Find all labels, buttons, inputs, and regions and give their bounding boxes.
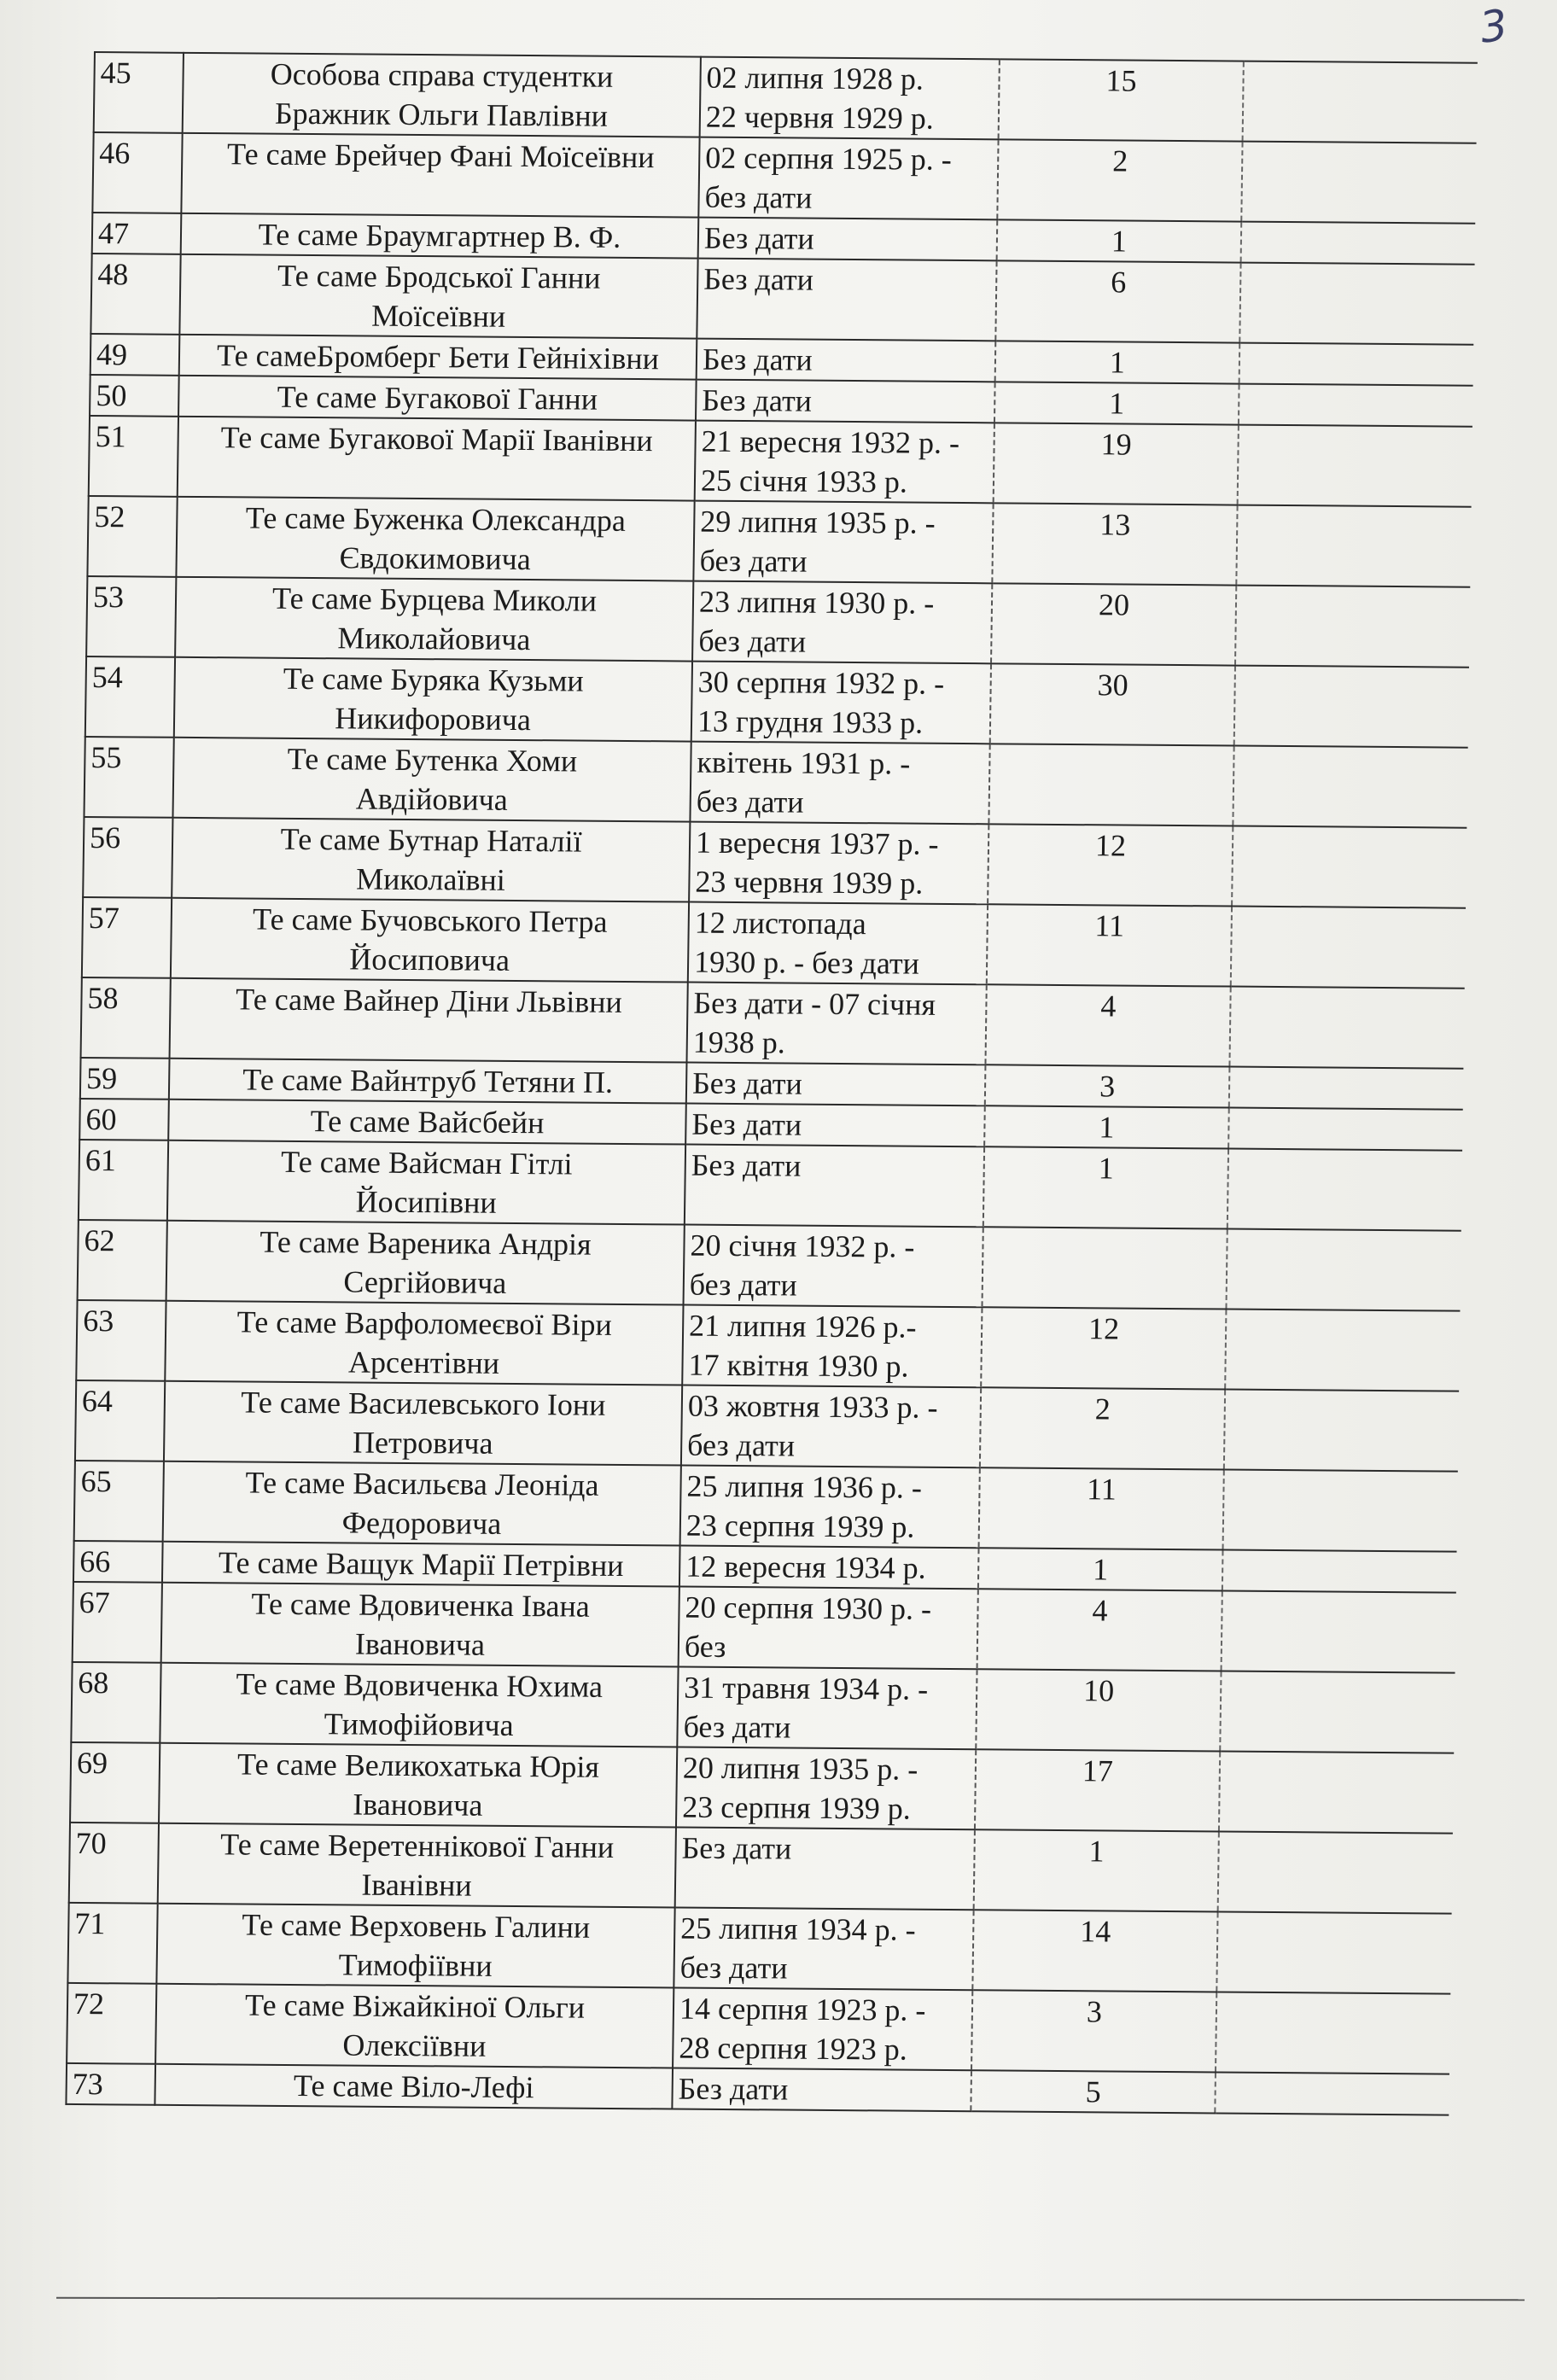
file-dates-line: 21 липня 1926 р.- [688,1308,917,1345]
file-dates-line: Без дати [681,1830,792,1866]
file-dates [684,1225,983,1308]
notes-cell [1235,586,1470,668]
file-dates-line: 1930 р. - без дати [693,944,920,981]
file-dates-line: без [684,1629,726,1664]
row-number: 65 [74,1461,164,1542]
sheet-count: 5 [971,2070,1216,2113]
notes-cell [1238,425,1472,507]
file-dates [685,1104,985,1147]
file-title-line: Те саме Бутнар Наталії [280,821,582,859]
file-dates-line: Без дати [678,2071,789,2107]
file-dates-line: 20 серпня 1930 р. - [685,1590,932,1626]
file-dates [697,339,996,382]
file-title-line: Миколаївні [355,861,506,897]
file-dates [672,2068,971,2112]
file-title [179,335,697,380]
file-dates [693,501,993,584]
row-number: 46 [92,132,182,213]
file-title [156,1904,674,1988]
file-title-line: Те саме Віжайкіної Ольги [244,1987,586,2025]
file-title-line: Моїсеївни [370,298,506,334]
file-dates-line: 17 квітня 1930 р. [688,1347,909,1384]
file-dates-line: 29 липня 1935 р. - [700,504,936,540]
sheet-count: 1 [974,1829,1219,1911]
table-row [89,416,1472,507]
table-row [79,1140,1462,1231]
notes-cell [1222,1591,1456,1673]
sheet-count: 1 [997,219,1242,262]
file-dates-line: 12 вересня 1934 р. [685,1549,926,1585]
notes-cell [1226,1229,1461,1311]
sheet-count [988,744,1233,825]
file-title [178,417,696,501]
row-number: 67 [73,1582,162,1663]
sheet-count: 30 [990,663,1235,745]
table-row [85,656,1469,748]
file-dates [682,1305,982,1388]
file-dates-line: 23 серпня 1939 р. [682,1789,912,1826]
file-title-line: Те саме Буженка Олександра [245,500,627,538]
sheet-count: 14 [972,1910,1217,1992]
file-dates-line: без дати [689,1267,797,1303]
file-dates-line: Без дати [702,341,813,377]
file-title [168,1100,686,1145]
file-dates [698,218,998,261]
sheet-count: 12 [988,824,1233,906]
file-title-line: Авдійовича [355,781,509,817]
file-title [181,213,699,259]
file-title-line: Те саме Верховень Галини [242,1907,591,1945]
file-title [159,1743,677,1828]
row-number: 53 [86,576,176,657]
table-row [94,52,1478,143]
file-dates-line: 20 липня 1935 р. - [682,1750,918,1787]
file-dates-line: 12 листопада [694,905,867,942]
sheet-count: 1 [983,1146,1228,1228]
sheet-count: 10 [976,1669,1221,1751]
sheet-count: 3 [971,1990,1216,2072]
file-dates [686,983,986,1065]
notes-cell [1239,384,1473,427]
file-title-line: Йосиповича [348,942,510,977]
table-row [69,1823,1453,1914]
table-row [70,1742,1454,1834]
row-number: 71 [67,1903,157,1984]
row-number: 58 [81,977,171,1059]
file-title-line: Іванівни [361,1867,472,1903]
row-number: 72 [67,1983,156,2064]
file-title [181,133,699,218]
sheet-count [982,1227,1227,1309]
sheet-count: 3 [985,1065,1230,1107]
row-number: 51 [89,416,178,497]
file-title-line: Никифоровича [334,701,532,738]
file-title-line: Те саме Браумгартнер В. Ф. [258,217,621,254]
file-dates [691,662,991,744]
file-dates-line: без дати [696,784,804,820]
table-row [92,132,1476,224]
file-dates-line: 22 червня 1929 р. [705,99,935,136]
file-dates-line: 14 серпня 1923 р. - [679,1991,926,2027]
file-dates-line: 23 липня 1930 р. - [698,584,935,621]
file-title-line: Івановича [352,1787,483,1823]
file-title-line: Федоровича [341,1505,502,1541]
table-row [71,1662,1455,1753]
sheet-count: 1 [994,382,1239,424]
table-row [74,1461,1458,1552]
file-dates-line: Без дати [702,382,813,418]
file-dates [686,1063,986,1106]
file-dates [674,1908,973,1991]
file-dates [697,259,996,341]
file-title-line: Івановича [354,1626,486,1662]
file-title [172,738,691,822]
file-dates [700,57,1000,140]
file-dates-line: без дати [686,1427,796,1463]
sheet-count: 19 [994,423,1239,505]
file-dates-line: без дати [699,543,808,579]
file-dates-line: квітень 1931 р. - [697,744,911,781]
file-dates-line: Без дати [691,1147,802,1183]
file-dates [680,1466,980,1549]
notes-cell [1241,222,1476,265]
file-dates-line: Без дати [703,261,814,297]
sheet-count: 2 [997,139,1242,221]
sheet-count: 12 [981,1307,1226,1389]
file-title [179,254,697,339]
file-title-line: Те саме Василевського Іони [241,1385,606,1422]
row-number: 73 [66,2063,155,2105]
row-number: 57 [82,897,172,978]
file-dates-line: 25 липня 1934 р. - [680,1910,916,1947]
notes-cell [1225,1310,1460,1391]
file-title [155,1984,674,2068]
file-title-line: Те самеБромберг Бети Гейніхівни [216,338,660,376]
file-title [172,818,690,902]
notes-cell [1241,142,1476,224]
file-dates [675,1828,975,1910]
file-dates [685,1145,984,1228]
file-title [162,1542,680,1587]
file-title-line: Те саме Вайнер Діни Львівни [235,982,623,1019]
file-dates-line: 13 грудня 1933 р. [697,703,924,740]
table-row [82,897,1466,989]
row-number: 62 [78,1220,167,1301]
notes-cell [1220,1671,1455,1753]
file-dates-line: 25 липня 1936 р. - [686,1468,923,1505]
file-title-line: Те саме Буряка Кузьми [283,661,584,698]
file-register-table [65,51,1477,2116]
notes-cell [1219,1752,1454,1834]
row-number: 69 [70,1742,160,1823]
file-title-line: Сергійовича [343,1264,507,1300]
file-dates [696,380,995,423]
sheet-count: 13 [992,503,1237,585]
file-title-line: Те саме Вайсман Гітлі [280,1144,573,1181]
row-number: 54 [85,656,175,738]
file-dates-line: 25 січня 1933 р. [700,463,908,499]
table-row [75,1380,1459,1472]
notes-cell [1234,666,1469,748]
file-dates [679,1587,978,1670]
notes-cell [1231,907,1466,989]
file-title [164,1381,682,1466]
file-dates [690,742,989,825]
table-row [83,817,1467,908]
row-number: 68 [71,1662,160,1743]
notes-cell [1229,987,1464,1069]
file-title-line: Те саме Ващук Марії Петрівни [218,1545,624,1584]
file-title [174,657,692,742]
table-row [67,1983,1450,2074]
notes-cell [1216,1992,1450,2074]
file-dates [688,902,988,985]
table-row [81,977,1465,1069]
file-dates-line: Без дати [691,1065,803,1101]
file-title-line: Те саме Бутенка Хоми [287,741,578,779]
notes-cell [1239,343,1474,386]
file-dates-line: 03 жовтня 1933 р. - [687,1388,938,1425]
file-title [161,1583,679,1667]
file-dates [698,137,998,220]
sheet-count: 1 [984,1105,1229,1148]
notes-cell [1243,61,1478,143]
notes-cell [1239,263,1474,345]
file-title-line: Те саме Варфоломеєвої Віри [236,1304,613,1342]
file-title-line: Те саме Васильєва Леоніда [245,1465,599,1502]
file-title-line: Те саме Бурцева Миколи [271,580,598,618]
file-dates [679,1546,979,1590]
row-number: 70 [69,1823,159,1904]
sheet-count: 20 [991,583,1236,665]
notes-cell [1215,2073,1449,2115]
file-title [165,1301,683,1385]
file-title-line: Йосипівни [355,1184,497,1220]
notes-cell [1233,746,1467,828]
file-title [178,376,697,421]
file-title [163,1461,681,1546]
file-dates-line: 1938 р. [692,1024,786,1060]
file-dates-line: Без дати [691,1106,802,1142]
file-title-line: Те саме Бучовського Петра [252,901,608,939]
file-dates [689,822,988,905]
file-dates [695,421,994,504]
file-title-line: Те саме Вайсбейн [310,1104,545,1140]
file-title [169,1059,687,1104]
row-number: 61 [79,1140,168,1221]
notes-cell [1228,1149,1462,1231]
sheet-count: 4 [977,1589,1222,1671]
table-row [76,1300,1460,1391]
file-title-line: Бражник Ольги Павлівни [274,96,609,133]
row-number: 60 [79,1099,169,1140]
notes-cell [1236,505,1471,587]
row-number: 49 [90,334,180,376]
footer-rule [56,2297,1525,2301]
file-title [175,577,693,662]
register-body [66,52,1477,2115]
file-title-line: Те саме Бродської Ганни [277,258,601,295]
file-title [176,497,694,581]
notes-cell [1229,1067,1464,1110]
file-title-line: Тимофійовича [324,1706,514,1743]
table-row [78,1220,1461,1311]
file-title-line: Те саме Великохатька Юрія [236,1747,600,1784]
sheet-count: 2 [980,1387,1225,1469]
file-title-line: Те саме Вайнтруб Тетяни П. [242,1062,614,1100]
file-dates [676,1747,976,1830]
notes-cell [1232,826,1467,908]
table-row [86,576,1470,668]
sheet-count: 15 [999,59,1244,141]
row-number: 55 [84,737,173,818]
file-title [158,1823,676,1908]
file-title [166,1221,685,1305]
file-title [171,898,689,983]
row-number: 52 [87,496,177,577]
file-dates-line: без дати [679,1950,788,1986]
file-dates-line: без дати [683,1709,791,1745]
file-title [160,1663,678,1747]
row-number: 45 [94,52,184,133]
row-number: 48 [90,254,180,335]
file-title-line: Те саме Віло-Лефі [293,2068,534,2105]
notes-cell [1218,1832,1453,1914]
notes-cell [1228,1108,1463,1151]
file-dates-line: Без дати [703,220,814,256]
sheet-count: 4 [985,984,1230,1066]
file-title-line: Миколайовича [337,621,531,657]
folio-number: 3 [1477,0,1511,53]
notes-cell [1223,1470,1458,1552]
file-title [155,2064,673,2109]
file-title [183,53,701,137]
file-dates [677,1667,977,1750]
file-dates-line: 30 серпня 1932 р. - [697,664,945,701]
file-title-line: Тимофіївни [338,1947,493,1983]
file-title [167,1140,685,1225]
file-title [170,978,688,1063]
file-title-line: Арсентівни [347,1345,500,1380]
row-number: 47 [92,213,182,254]
file-title-line: Те саме Вдовиченка Юхима [236,1666,604,1704]
row-number: 59 [80,1058,170,1100]
file-title-line: Те саме Бугакової Ганни [277,379,598,417]
file-title-line: Те саме Бугакової Марії Іванівни [220,420,653,458]
file-dates [681,1385,981,1468]
file-dates-line: 20 січня 1932 р. - [690,1228,915,1264]
file-dates-line: 21 вересня 1932 р. - [701,423,960,460]
table-row [73,1582,1456,1673]
row-number: 63 [76,1300,166,1381]
file-dates-line: Без дати - 07 січня [693,985,936,1022]
sheet-count: 6 [995,260,1240,342]
file-dates [692,581,992,664]
file-title-line: Петровича [352,1425,493,1461]
row-number: 56 [83,817,172,898]
file-dates-line: 23 серпня 1939 р. [685,1508,915,1544]
file-title-line: Олексіївни [342,2027,487,2063]
file-dates-line: 23 червня 1939 р. [695,864,924,901]
notes-cell [1216,1912,1451,1994]
sheet-count: 1 [978,1548,1223,1590]
table-row [84,737,1467,828]
sheet-count: 11 [987,904,1232,986]
file-title-line: Те саме Вареника Андрія [260,1224,592,1262]
file-title-line: Те саме Вдовиченка Івана [251,1586,591,1624]
table-row [90,254,1474,345]
notes-cell [1222,1550,1457,1593]
file-dates-line: 1 вересня 1937 р. - [695,825,939,861]
file-dates-line: без дати [704,179,813,215]
file-title-line: Те саме Брейчер Фані Моїсеївни [226,137,655,175]
sheet-count: 17 [975,1749,1220,1831]
notes-cell [1224,1390,1459,1472]
file-dates-line: 02 липня 1928 р. [706,60,924,96]
file-title-line: Те саме Веретеннікової Ганни [219,1827,615,1864]
sheet-count: 1 [995,341,1240,383]
file-title-line: Особова справа студентки [270,56,614,94]
file-dates-line: 28 серпня 1923 р. [679,2030,908,2067]
file-title-line: Євдокимовича [339,540,532,577]
file-dates-line: 02 серпня 1925 р. - [705,140,953,177]
file-dates [673,1988,972,2071]
row-number: 66 [73,1541,163,1583]
sheet-count: 11 [979,1467,1224,1549]
file-dates-line: 31 травня 1934 р. - [683,1670,929,1706]
file-dates-line: без дати [698,623,807,659]
table-row [67,1903,1451,1994]
table-row [87,496,1471,587]
row-number: 64 [75,1380,165,1461]
row-number: 50 [90,375,179,417]
